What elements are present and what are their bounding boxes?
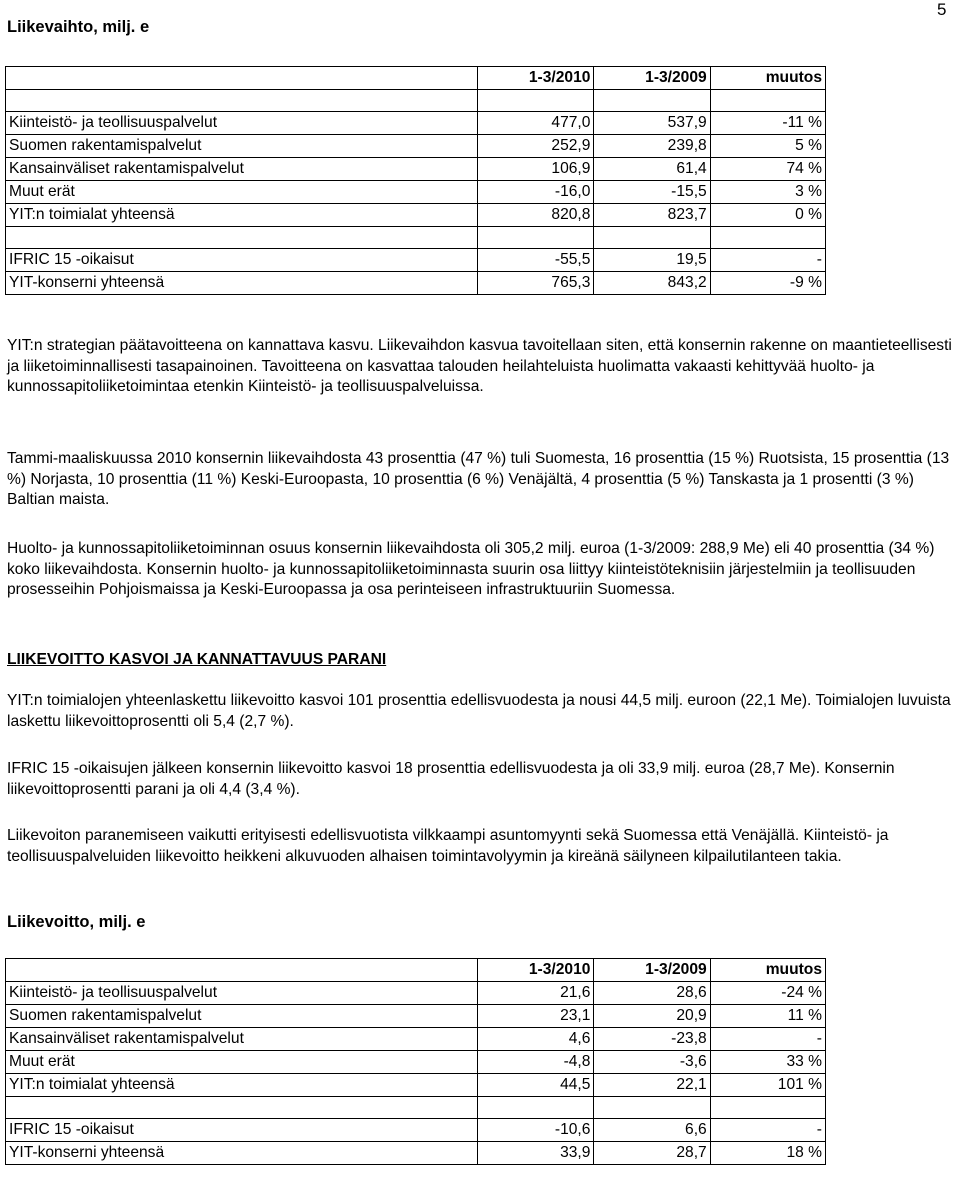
value-cell: -11 % — [710, 112, 825, 135]
value-cell: 20,9 — [594, 1005, 710, 1028]
value-cell: 28,6 — [594, 982, 710, 1005]
value-cell: 239,8 — [594, 135, 710, 158]
table-row — [6, 90, 826, 112]
value-cell — [710, 227, 825, 249]
value-cell: - — [710, 1028, 825, 1051]
profit-paragraph-3: Liikevoiton paranemiseen vaikutti erityisesti edellisvuotista vilkkaampi asuntomyynti sekä Suomessa että Venäjällä. Kiinteistö- ja teollisuuspalveluiden liikevoitto heikkeni alkuvuoden alhaisen toimintavolyymin ja kireänä säilyneen kilpailutilanteen takia. — [7, 827, 889, 865]
table-row — [6, 158, 826, 181]
row-label-cell: Muut erät — [6, 181, 478, 204]
profit-section-heading: LIIKEVOITTO KASVOI JA KANNATTAVUUS PARANI — [7, 651, 387, 668]
profit-table-title: Liikevoitto, milj. e — [7, 913, 146, 931]
value-cell: 252,9 — [478, 135, 594, 158]
profit-paragraph-1: YIT:n toimialojen yhteenlaskettu liikevoitto kasvoi 101 prosenttia edellisvuodesta ja nousi 44,5 milj. euroon (22,1 Me). Toimialojen luvuista laskettu liikevoittoprosentti oli 5,4 (2,7 %). — [7, 692, 951, 730]
value-cell: 537,9 — [594, 112, 710, 135]
row-label-cell: Kiinteistö- ja teollisuuspalvelut — [6, 982, 478, 1005]
table-row — [6, 1005, 826, 1028]
value-cell — [478, 227, 594, 249]
value-cell: -15,5 — [594, 181, 710, 204]
value-cell — [594, 90, 710, 112]
table-row — [6, 1097, 826, 1119]
value-cell: 477,0 — [478, 112, 594, 135]
revenue-table-body — [6, 67, 826, 295]
value-cell: - — [710, 249, 825, 272]
value-cell: 61,4 — [594, 158, 710, 181]
value-cell — [478, 1097, 594, 1119]
row-label-cell: IFRIC 15 -oikaisut — [6, 249, 478, 272]
table-row — [6, 181, 826, 204]
revenue-table — [5, 66, 826, 295]
table-header-cell: muutos — [710, 959, 825, 982]
value-cell: 823,7 — [594, 204, 710, 227]
value-cell: 18 % — [710, 1142, 825, 1165]
table-row — [6, 272, 826, 295]
table-header-cell — [6, 67, 478, 90]
value-cell: -9 % — [710, 272, 825, 295]
table-row — [6, 204, 826, 227]
strategy-paragraph: YIT:n strategian päätavoitteena on kannattava kasvu. Liikevaihdon kasvua tavoitellaan siten, että konsernin rakenne on maantieteellisesti ja liiketoiminnallisesti tasapainoinen. Tavoitteena on kasvattaa talouden heilahteluista huolimatta vakaasti kehittyvää huolto- ja kunnossapitoliiketoimintaa etenkin Kiinteistö- ja teollisuuspalveluissa. — [7, 337, 952, 396]
value-cell: -16,0 — [478, 181, 594, 204]
table-row — [6, 227, 826, 249]
row-label-cell: Kansainväliset rakentamispalvelut — [6, 1028, 478, 1051]
value-cell: 4,6 — [478, 1028, 594, 1051]
value-cell: 33,9 — [478, 1142, 594, 1165]
value-cell: 33 % — [710, 1051, 825, 1074]
table-row — [6, 1028, 826, 1051]
value-cell: 44,5 — [478, 1074, 594, 1097]
row-label-cell: Kansainväliset rakentamispalvelut — [6, 158, 478, 181]
value-cell: 21,6 — [478, 982, 594, 1005]
row-label-cell: YIT:n toimialat yhteensä — [6, 1074, 478, 1097]
row-label-cell: YIT-konserni yhteensä — [6, 1142, 478, 1165]
value-cell: -4,8 — [478, 1051, 594, 1074]
value-cell: 6,6 — [594, 1119, 710, 1142]
value-cell: -24 % — [710, 982, 825, 1005]
value-cell: 19,5 — [594, 249, 710, 272]
value-cell: -55,5 — [478, 249, 594, 272]
value-cell: 106,9 — [478, 158, 594, 181]
profit-table-body — [6, 959, 826, 1165]
row-label-cell: Kiinteistö- ja teollisuuspalvelut — [6, 112, 478, 135]
value-cell: 23,1 — [478, 1005, 594, 1028]
value-cell: -23,8 — [594, 1028, 710, 1051]
value-cell: 843,2 — [594, 272, 710, 295]
page-number: 5 — [937, 0, 947, 19]
value-cell: -10,6 — [478, 1119, 594, 1142]
table-header-row — [6, 959, 826, 982]
value-cell — [594, 227, 710, 249]
table-row — [6, 982, 826, 1005]
profit-table — [5, 958, 826, 1165]
value-cell: 11 % — [710, 1005, 825, 1028]
table-row — [6, 249, 826, 272]
value-cell: 74 % — [710, 158, 825, 181]
value-cell: 22,1 — [594, 1074, 710, 1097]
row-label-cell — [6, 90, 478, 112]
row-label-cell: IFRIC 15 -oikaisut — [6, 1119, 478, 1142]
value-cell — [710, 1097, 825, 1119]
value-cell: 3 % — [710, 181, 825, 204]
row-label-cell: Suomen rakentamispalvelut — [6, 135, 478, 158]
value-cell: 101 % — [710, 1074, 825, 1097]
table-header-row — [6, 67, 826, 90]
row-label-cell — [6, 1097, 478, 1119]
row-label-cell: YIT-konserni yhteensä — [6, 272, 478, 295]
table-row — [6, 1074, 826, 1097]
row-label-cell: Suomen rakentamispalvelut — [6, 1005, 478, 1028]
value-cell: 28,7 — [594, 1142, 710, 1165]
table-row — [6, 1119, 826, 1142]
value-cell — [594, 1097, 710, 1119]
row-label-cell: YIT:n toimialat yhteensä — [6, 204, 478, 227]
value-cell: 0 % — [710, 204, 825, 227]
table-header-cell: 1-3/2010 — [478, 67, 594, 90]
table-header-cell: 1-3/2009 — [594, 67, 710, 90]
table-row — [6, 135, 826, 158]
table-header-cell: muutos — [710, 67, 825, 90]
table-row — [6, 1142, 826, 1165]
value-cell: 5 % — [710, 135, 825, 158]
value-cell — [478, 90, 594, 112]
table-header-cell: 1-3/2009 — [594, 959, 710, 982]
table-row — [6, 1051, 826, 1074]
maintenance-paragraph: Huolto- ja kunnossapitoliiketoiminnan osuus konsernin liikevaihdosta oli 305,2 milj. euroa (1-3/2009: 288,9 Me) eli 40 prosenttia (34 %) koko liikevaihdosta. Konsernin huolto- ja kunnossapitoliiketoiminnasta suurin osa liittyy kiinteistöteknisiin järjestelmiin ja teollisuuden prosesseihin Pohjoismaissa ja Keski-Euroopassa ja osa perinteiseen infrastruktuuriin Suomessa. — [7, 540, 935, 599]
row-label-cell: Muut erät — [6, 1051, 478, 1074]
geography-paragraph: Tammi-maaliskuussa 2010 konsernin liikevaihdosta 43 prosenttia (47 %) tuli Suomesta, 16 prosenttia (15 %) Ruotsista, 15 prosenttia (13 %) Norjasta, 10 prosenttia (11 %) Keski-Euroopasta, 10 prosenttia (6 %) Venäjältä, 4 prosenttia (5 %) Tanskasta ja 1 prosentti (3 %) Baltian maista. — [7, 450, 950, 509]
table-row — [6, 112, 826, 135]
profit-paragraph-2: IFRIC 15 -oikaisujen jälkeen konsernin liikevoitto kasvoi 18 prosenttia edellisvuodesta ja oli 33,9 milj. euroa (28,7 Me). Konsernin liikevoittoprosentti parani ja oli 4,4 (3,4 %). — [7, 760, 895, 798]
value-cell — [710, 90, 825, 112]
row-label-cell — [6, 227, 478, 249]
value-cell: - — [710, 1119, 825, 1142]
table-header-cell: 1-3/2010 — [478, 959, 594, 982]
revenue-table-title: Liikevaihto, milj. e — [7, 18, 150, 36]
table-header-cell — [6, 959, 478, 982]
value-cell: -3,6 — [594, 1051, 710, 1074]
value-cell: 820,8 — [478, 204, 594, 227]
value-cell: 765,3 — [478, 272, 594, 295]
